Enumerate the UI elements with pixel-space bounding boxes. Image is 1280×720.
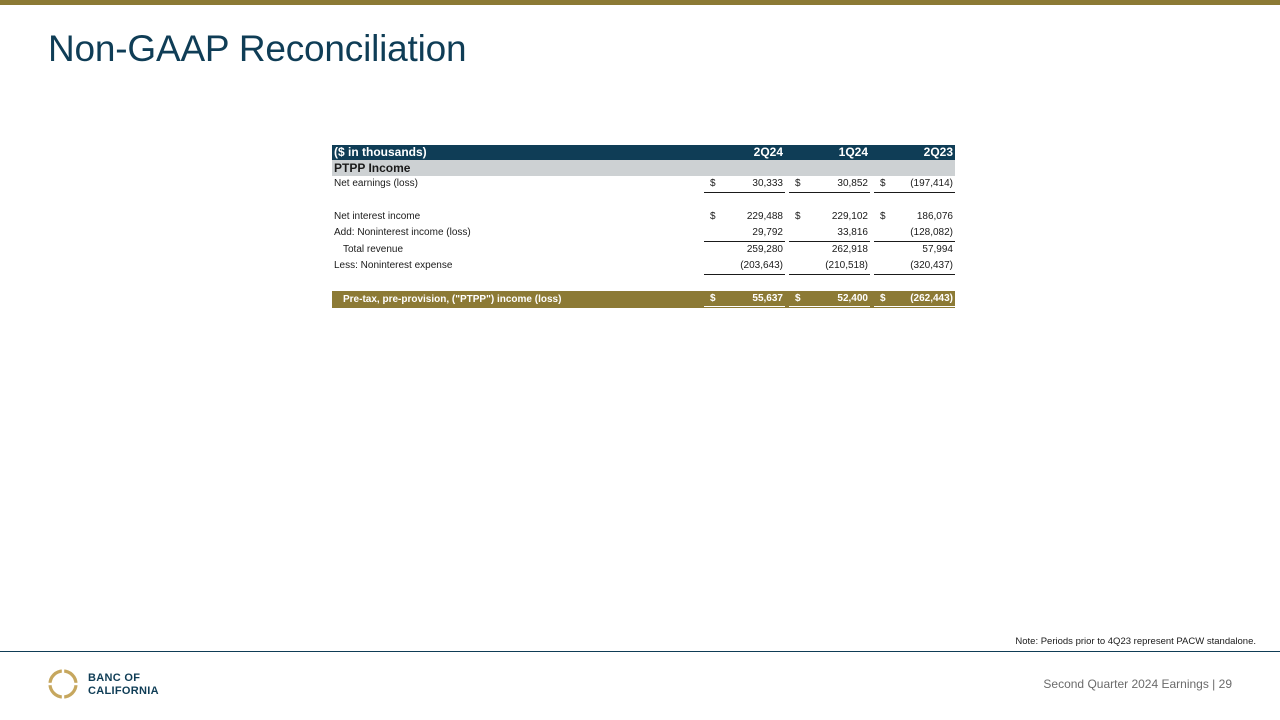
table-row: [332, 225, 955, 242]
period-header: 2Q23: [870, 145, 955, 160]
cell-value: 52,400: [801, 291, 870, 308]
cell-value: (210,518): [801, 258, 870, 275]
section-title: PTPP Income: [332, 160, 955, 176]
row-label: Pre-tax, pre-provision, ("PTPP") income (loss): [332, 291, 700, 308]
cell-value: 29,792: [716, 225, 785, 242]
cell-value: (262,443): [886, 291, 955, 308]
currency-symbol: $: [704, 291, 716, 308]
table-row: [332, 242, 955, 259]
footer-divider: [0, 651, 1280, 652]
logo-line-1: BANC OF: [88, 672, 141, 684]
row-label: Total revenue: [343, 243, 404, 255]
cell-value: 57,994: [922, 244, 953, 255]
cell-value: 259,280: [746, 244, 783, 255]
cell-value: (320,437): [886, 258, 955, 275]
cell-value: 33,816: [801, 225, 870, 242]
reconciliation-table: [332, 145, 955, 311]
footer-text: Second Quarter 2024 Earnings |: [1043, 677, 1216, 691]
currency-symbol: $: [710, 211, 716, 222]
table-row: [332, 209, 955, 225]
top-accent-bar: [0, 0, 1280, 5]
row-label: Less: Noninterest expense: [334, 260, 453, 272]
banc-of-california-logo-icon: [47, 668, 79, 700]
spacer-row: [332, 275, 955, 292]
logo-line-2: CALIFORNIA: [88, 685, 159, 697]
currency-symbol: $: [704, 176, 716, 193]
cell-value: 30,852: [801, 176, 870, 193]
cell-value: (128,082): [886, 225, 955, 242]
table-row: [332, 258, 955, 275]
period-header: 2Q24: [700, 145, 785, 160]
cell-value: (197,414): [886, 176, 955, 193]
units-label: ($ in thousands): [332, 145, 700, 160]
currency-symbol: $: [789, 291, 801, 308]
period-header: 1Q24: [785, 145, 870, 160]
section-header-row: [332, 160, 955, 176]
currency-symbol: $: [880, 211, 886, 222]
currency-symbol: $: [789, 176, 801, 193]
cell-value: 262,918: [831, 244, 868, 255]
total-underline: [332, 308, 955, 312]
spacer-row: [332, 193, 955, 210]
footer-caption: [1043, 677, 1232, 691]
cell-value: 229,488: [746, 211, 783, 222]
row-label: Net interest income: [334, 211, 421, 222]
row-label: Net earnings (loss): [334, 178, 418, 190]
footnote: Note: Periods prior to 4Q23 represent PACW standalone.: [1015, 636, 1256, 647]
logo-wordmark: [88, 672, 159, 698]
cell-value: 229,102: [831, 211, 868, 222]
currency-symbol: $: [874, 176, 886, 193]
currency-symbol: $: [795, 211, 801, 222]
currency-symbol: $: [874, 291, 886, 308]
cell-value: (203,643): [716, 258, 785, 275]
page-title: Non-GAAP Reconciliation: [48, 28, 467, 69]
total-row: [332, 291, 955, 308]
cell-value: 30,333: [716, 176, 785, 193]
table-header-row: [332, 145, 955, 160]
table-row: [332, 176, 955, 193]
page-number: 29: [1218, 677, 1232, 691]
row-label: Add: Noninterest income (loss): [334, 227, 471, 239]
cell-value: 186,076: [916, 211, 953, 222]
cell-value: 55,637: [716, 291, 785, 308]
